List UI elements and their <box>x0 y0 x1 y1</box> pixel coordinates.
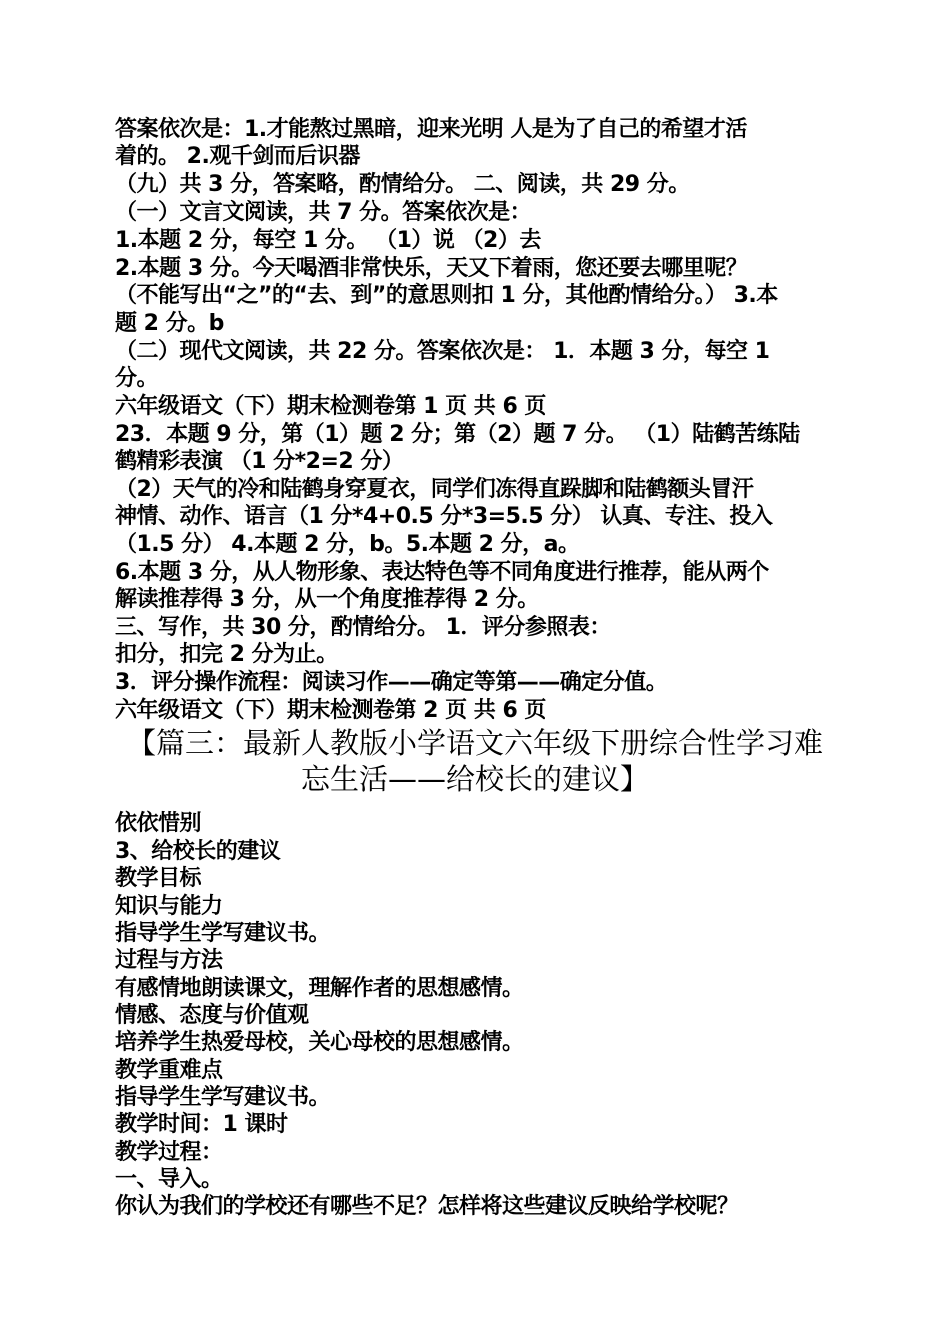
text-line: 扣分，扣完 2 分为止。 <box>115 642 338 667</box>
text-line: 教学目标 <box>115 866 202 891</box>
text-line: 神情、动作、语言（1 分*4+0.5 分*3=5.5 分） 认真、专注、投入 <box>115 504 773 529</box>
text-line: 2.本题 3 分。今天喝酒非常快乐，天又下着雨，您还要去哪里呢？ <box>115 256 748 281</box>
text-line: 题 2 分。b <box>115 311 224 336</box>
section-title-line: 【篇三：最新人教版小学语文六年级下册综合性学习难 <box>126 726 823 760</box>
text-line: （一）文言文阅读，共 7 分。答案依次是： <box>115 200 532 225</box>
text-line: 培养学生热爱母校，关心母校的思想感情。 <box>115 1030 524 1055</box>
text-line: 有感情地朗读课文，理解作者的思想感情。 <box>115 976 524 1001</box>
text-line: （九）共 3 分，答案略，酌情给分。 二、阅读，共 29 分。 <box>115 172 690 197</box>
text-line: 知识与能力 <box>115 894 223 919</box>
page-footer: 六年级语文（下）期末检测卷第 2 页 共 6 页 <box>115 698 546 723</box>
text-line: 一、导入。 <box>115 1167 223 1192</box>
text-line: 教学时间：1 课时 <box>115 1112 288 1137</box>
text-line: 情感、态度与价值观 <box>115 1003 309 1028</box>
text-line: 过程与方法 <box>115 948 223 973</box>
text-line: 指导学生学写建议书。 <box>115 921 331 946</box>
text-line: （二）现代文阅读，共 22 分。答案依次是： 1．本题 3 分，每空 1 <box>115 339 770 364</box>
page-footer: 六年级语文（下）期末检测卷第 1 页 共 6 页 <box>115 394 546 419</box>
text-line: 教学过程： <box>115 1140 223 1165</box>
text-line: 依依惜别 <box>115 811 202 836</box>
text-line: 着的。 2.观千剑而后识器 <box>115 144 360 169</box>
text-line: 6.本题 3 分，从人物形象、表达特色等不同角度进行推荐，能从两个 <box>115 560 769 585</box>
text-line: 指导学生学写建议书。 <box>115 1085 331 1110</box>
text-line: 3．评分操作流程：阅读习作——确定等第——确定分值。 <box>115 670 668 695</box>
text-line: 1.本题 2 分，每空 1 分。 （1）说 （2）去 <box>115 228 541 253</box>
text-line: 解读推荐得 3 分，从一个角度推荐得 2 分。 <box>115 587 539 612</box>
text-line: （2）天气的冷和陆鹤身穿夏衣，同学们冻得直跺脚和陆鹤额头冒汗 <box>115 477 754 502</box>
text-line: 三、写作，共 30 分，酌情给分。 1．评分参照表： <box>115 615 611 640</box>
text-line: （1.5 分） 4.本题 2 分，b。5.本题 2 分，a。 <box>115 532 580 557</box>
text-line: 教学重难点 <box>115 1058 223 1083</box>
text-line: 分。 <box>115 366 159 391</box>
text-line: 答案依次是：1.才能熬过黑暗，迎来光明 人是为了自己的希望才活 <box>115 117 747 142</box>
section-title-line: 忘生活——给校长的建议】 <box>300 762 649 796</box>
text-line: 鹤精彩表演 （1 分*2=2 分） <box>115 449 404 474</box>
text-line: 3、给校长的建议 <box>115 839 281 864</box>
text-line: 你认为我们的学校还有哪些不足？怎样将这些建议反映给学校呢？ <box>115 1194 739 1219</box>
text-line: 23．本题 9 分，第（1）题 2 分；第（2）题 7 分。 （1）陆鹤苦练陆 <box>115 422 800 447</box>
text-line: （不能写出“之”的“去、到”的意思则扣 1 分，其他酌情给分。） 3.本 <box>115 283 778 308</box>
